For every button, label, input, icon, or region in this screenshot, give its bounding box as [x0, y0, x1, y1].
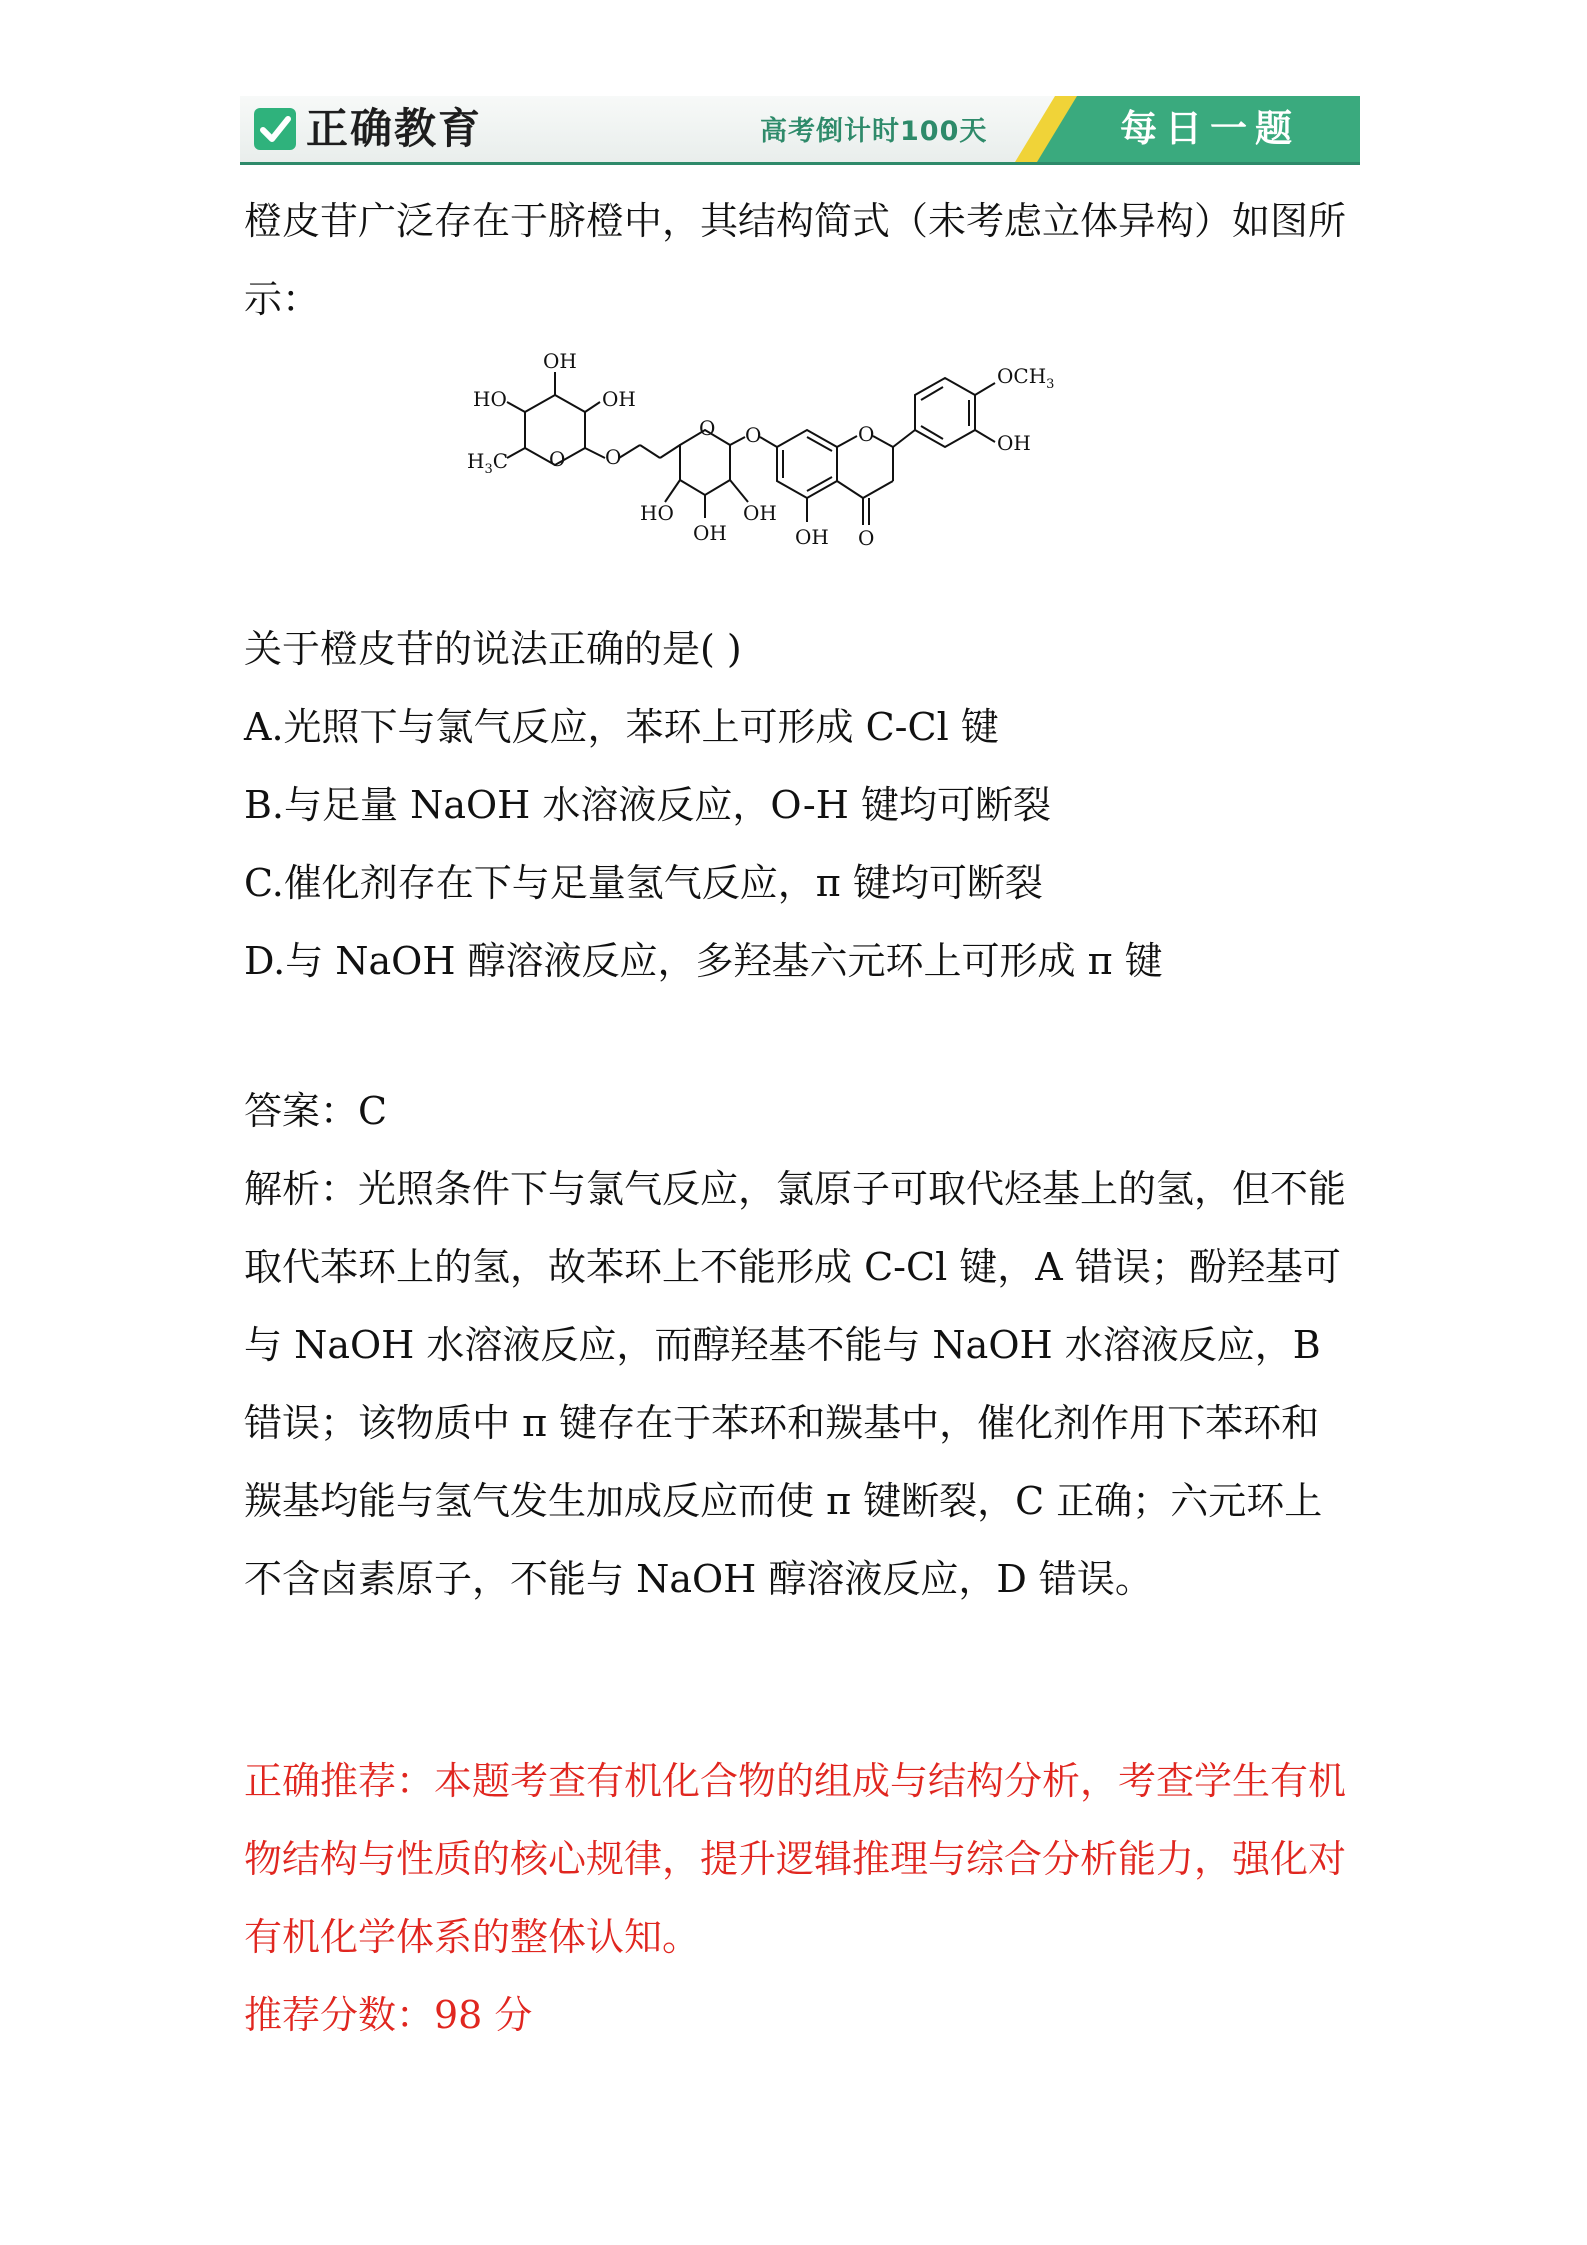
option-b: B.与足量 NaOH 水溶液反应，O-H 键均可断裂	[244, 783, 1051, 827]
structure-label-ring-o-3: O	[858, 422, 875, 446]
daily-question-label: 每日一题	[1120, 107, 1300, 150]
checkmark-logo-icon	[254, 108, 296, 150]
structure-label-oh-right: OH	[602, 387, 636, 411]
recommendation-text: 正确推荐：本题考查有机化合物的组成与结构分析，考查学生有机物结构与性质的核心规律，提升逻辑推理与综合分析能力，强化对有机化学体系的整体认知。	[244, 1759, 1347, 1959]
structure-label-oh-glucose-bottom: OH	[693, 521, 727, 545]
answer-line: 答案：C	[244, 1089, 388, 1133]
structure-label-oh-phenol: OH	[795, 525, 829, 549]
structure-label-glycoside-o: O	[745, 423, 762, 447]
structure-label-linker-o: O	[605, 445, 622, 469]
option-c: C.催化剂存在下与足量氢气反应，π 键均可断裂	[244, 861, 1043, 905]
question-stem: 橙皮苷广泛存在于脐橙中，其结构简式（未考虑立体异构）如图所示：	[244, 199, 1347, 321]
question-prompt: 关于橙皮苷的说法正确的是( )	[244, 627, 742, 671]
structure-label-oh-b-ring: OH	[997, 431, 1031, 455]
structure-label-oh-top: OH	[543, 349, 577, 373]
structure-label-ring-o-1: O	[549, 447, 566, 471]
option-a: A.光照下与氯气反应，苯环上可形成 C-Cl 键	[244, 705, 999, 749]
analysis-text: 解析：光照条件下与氯气反应，氯原子可取代烃基上的氢，但不能取代苯环上的氢，故苯环上不能形成 C-Cl 键，A 错误；酚羟基可与 NaOH 水溶液反应，而醇羟基不能与 NaOH 水溶液反应，B 错误；该物质中 π 键存在于苯环和羰基中，催化剂作用下苯环和羰基均能与氢气发生加成反应而使 π 键断裂，C 正确；六元环上不含卤素原子，不能与 NaOH 醇溶液反应，D 错误。	[244, 1167, 1347, 1601]
structure-label-och3: $OCH_3$	[997, 364, 1055, 392]
structure-label-ho-bottom: HO	[640, 501, 674, 525]
structure-label-ring-o-2: O	[699, 416, 716, 440]
structure-label-oh-glucose: OH	[743, 501, 777, 525]
hesperidin-structure-diagram	[455, 340, 1160, 600]
recommendation-score: 推荐分数：98 分	[244, 1993, 533, 2037]
banner-divider	[240, 162, 1360, 165]
structure-label-ho-left: HO	[473, 387, 507, 411]
brand-name: 正确教育	[306, 104, 483, 153]
option-d: D.与 NaOH 醇溶液反应，多羟基六元环上可形成 π 键	[244, 939, 1163, 983]
structure-label-h3c: $H_3C$	[467, 449, 509, 477]
countdown-label: 高考倒计时100天	[760, 116, 988, 147]
header-banner	[240, 96, 1360, 166]
structure-label-carbonyl-o: O	[858, 526, 875, 550]
